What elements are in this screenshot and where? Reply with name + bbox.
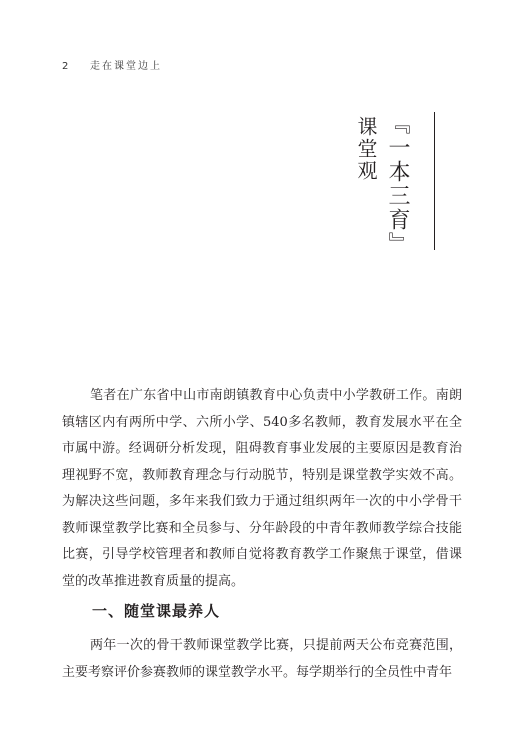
page-number: 2 [62,61,69,72]
section-paragraph: 两年一次的骨干教师课堂教学比赛，只提前两天公布竞赛范围，主要考察评价参赛教师的课堂教学水平。每学期举行的全员性中青年 [62,638,462,680]
section-heading: 一、随堂课最养人 [92,602,221,620]
intro-paragraph: 笔者在广东省中山市南朗镇教育中心负责中小学教研工作。南朗镇辖区内有两所中学、六所小学、540多名教师，教育发展水平在全市属中游。经调研分析发现，阻碍教育事业发展的主要原因是教育治理视野不宽，教师教育理念与行动脱节，特别是课堂教学实效不高。为解决这些问题，多年来我们致力于通过组织两年一次的中小学骨干教师课堂教学比赛和全员参与、分年龄段的中青年教师教学综合技能比赛，引导学校管理者和教师自觉将教育教学工作聚焦于课堂，借课堂的改革推进教育质量的提高。 [62,388,462,589]
running-title: 走在课堂边上 [90,61,162,72]
chapter-title: 『一本三育』 [385,112,410,256]
running-header [62,57,162,72]
title-rule [434,112,435,250]
chapter-title-block [354,112,440,256]
chapter-subtitle: 课堂观 [354,116,378,182]
